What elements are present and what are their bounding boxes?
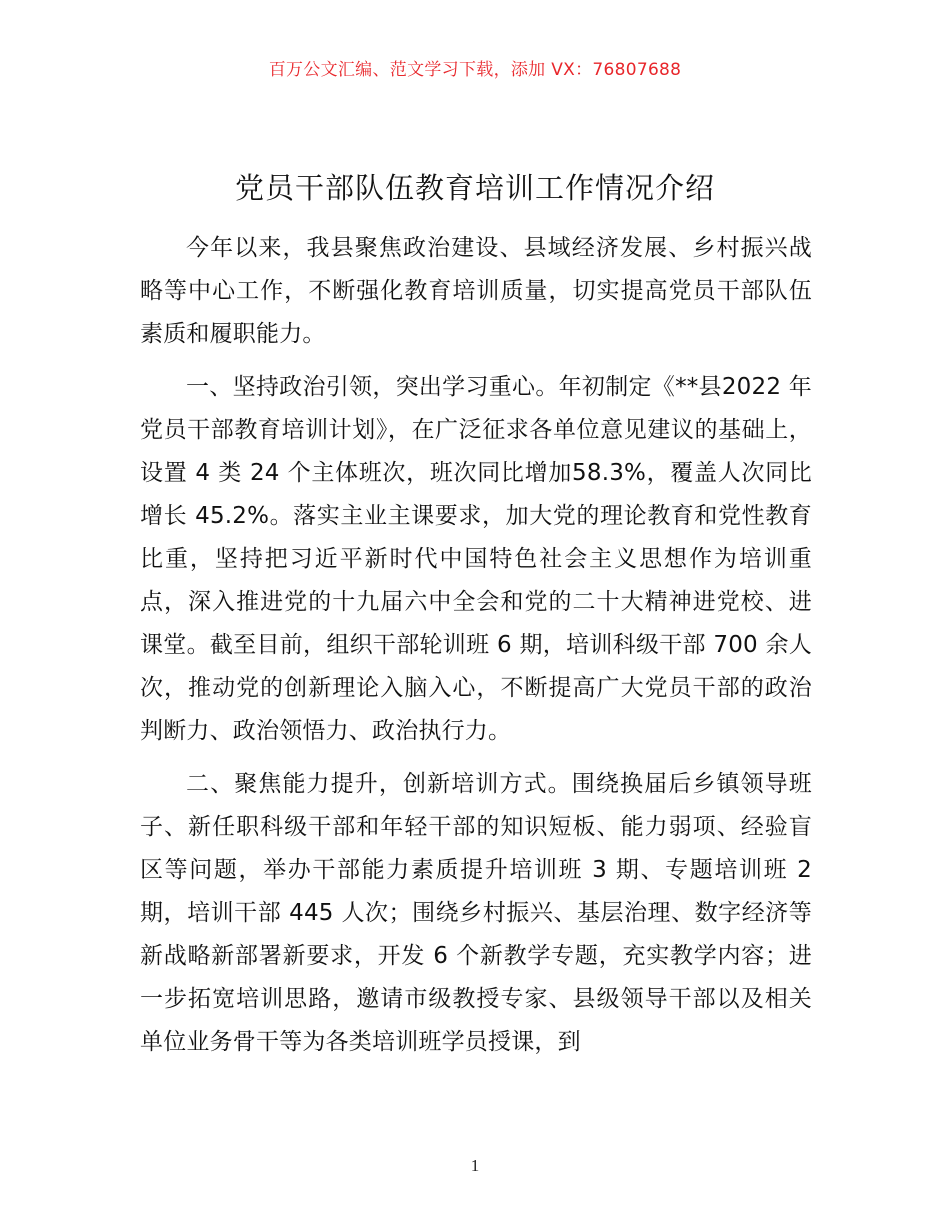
paragraph-section-one: 一、坚持政治引领，突出学习重心。年初制定《**县2022 年党员干部教育培训计划》，在广泛征求各单位意见建议的基础上，设置 4 类 24 个主体班次，班次同比增加58.3%，覆盖人次同比增长 45.2%。落实主业主课要求，加大党的理论教育和党性教育比重，坚持把习近平新时代中国特色社会主义思想作为培训重点，深入推进党的十九届六中全会和党的二十大精神进党校、进课堂。截至目前，组织干部轮训班 6 期，培训科级干部 700 余人次，推动党的创新理论入脑入心，不断提高广大党员干部的政治判断力、政治领悟力、政治执行力。 — [140, 374, 812, 744]
document-title: 党员干部队伍教育培训工作情况介绍 — [234, 171, 715, 205]
document-body — [140, 227, 812, 1074]
paragraph-section-two: 二、聚焦能力提升，创新培训方式。围绕换届后乡镇领导班子、新任职科级干部和年轻干部的知识短板、能力弱项、经验盲区等问题，举办干部能力素质提升培训班 3 期、专题培训班 2 期，培训干部 445 人次；围绕乡村振兴、基层治理、数字经济等新战略新部署新要求，开发 6 个新教学专题，充实教学内容；进一步拓宽培训思路，邀请市级教授专家、县级领导干部以及相关单位业务骨干等为各类培训班学员授课，到 — [140, 771, 812, 1055]
promo-header: 百万公文汇编、范文学习下载，添加 VX：76807688 — [268, 60, 682, 80]
paragraph-intro: 今年以来，我县聚焦政治建设、县域经济发展、乡村振兴战略等中心工作，不断强化教育培训质量，切实提高党员干部队伍素质和履职能力。 — [140, 235, 812, 347]
page-number: 1 — [470, 1156, 480, 1175]
